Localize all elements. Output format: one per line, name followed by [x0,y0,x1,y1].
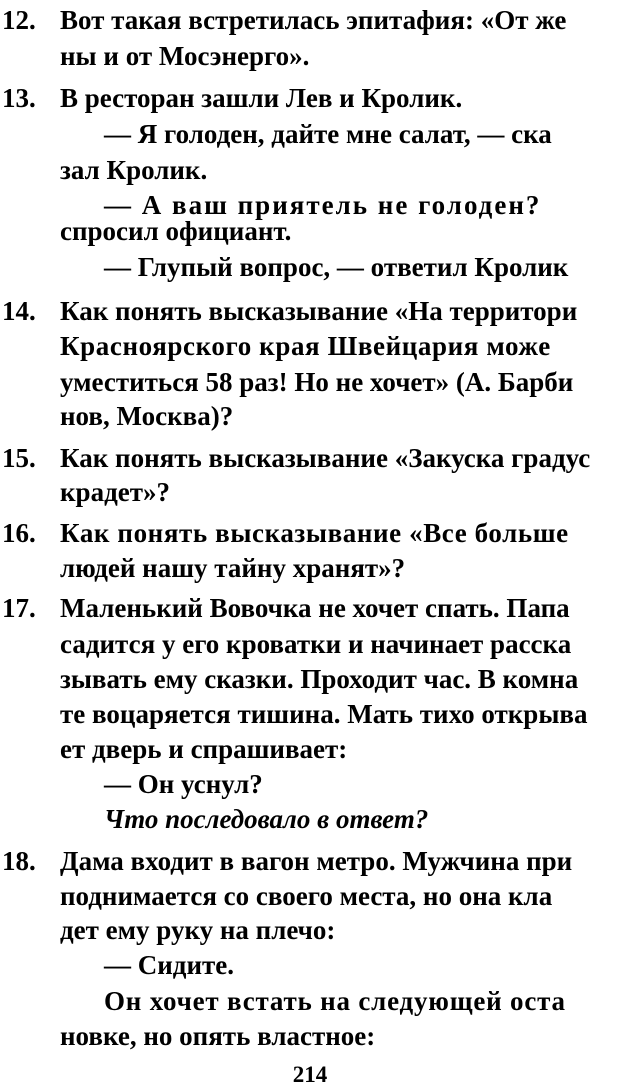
item-number: 17. [2,593,36,623]
item-17-line-6 [0,766,620,802]
text-line: Маленький Вовочка не хочет спать. Папа [60,593,570,623]
text-line: Дама входит в вагон метро. Мужчина при [60,846,573,876]
item-17-line-1 [0,590,620,626]
text-line: дет ему руку на плечо: [60,915,336,945]
item-18-line-2 [0,878,620,914]
text-line: спросил официант. [60,216,292,246]
item-17-line-2 [0,626,620,662]
dialogue-line: — А ваш приятель не голоден? [104,190,542,220]
dialogue-line: — Я голоден, дайте мне салат, — ска [104,119,552,149]
item-12-line-1 [0,2,620,38]
item-number: 16. [2,518,36,548]
text-line: Он хочет встать на следующей оста [104,986,566,1016]
item-18-line-6 [0,1018,620,1054]
item-14-line-2 [0,328,620,364]
text-line: Как понять высказывание «На территори [60,296,578,326]
item-18-line-1 [0,843,620,879]
item-13-line-6 [0,249,620,285]
text-line: зал Кролик. [60,155,208,185]
text-line: нов, Москва)? [60,401,234,431]
item-16-line-2 [0,550,620,586]
item-17-line-5 [0,731,620,767]
item-number: 18. [2,846,36,876]
item-13-line-3 [0,152,620,188]
item-number: 14. [2,296,36,326]
text-line: садится у его кроватки и начинает расска [60,629,572,659]
item-12-line-2 [0,38,620,74]
text-line: уместиться 58 раз! Но не хочет» (А. Барби [60,367,574,397]
text-line: зывать ему сказки. Проходит час. В комна [60,664,579,694]
item-14-line-4 [0,398,620,434]
item-number: 13. [2,83,36,113]
dialogue-line: — Он уснул? [104,769,263,799]
item-13-line-2 [0,116,620,152]
text-line: Как понять высказывание «Все больше [60,518,569,548]
text-line: поднимается со своего места, но она кла [60,881,553,911]
text-line: Как понять высказывание «Закуска градус [60,443,591,473]
text-line: Вот такая встретилась эпитафия: «От же [60,5,567,35]
page-number: 214 [292,1062,328,1087]
text-line: крадет»? [60,477,170,507]
item-16-line-1 [0,515,620,551]
text-line: ны и от Мосэнерго». [60,41,310,71]
text-line: ет дверь и спрашивает: [60,734,348,764]
item-18-line-5 [0,983,620,1019]
item-number: 12. [2,5,36,35]
item-number: 15. [2,443,36,473]
item-13-line-1 [0,80,620,116]
text-line: людей нашу тайну хранят»? [60,553,406,583]
item-17-line-4 [0,696,620,732]
item-15-line-1 [0,440,620,476]
item-18-line-4 [0,947,620,983]
text-line: те воцаряется тишина. Мать тихо открыва [60,699,588,729]
text-line: новке, но опять властное: [60,1021,376,1051]
item-14-line-3 [0,364,620,400]
item-14-line-1 [0,293,620,329]
item-17-line-3 [0,661,620,697]
item-18-line-3 [0,912,620,948]
dialogue-line: — Сидите. [104,950,235,980]
dialogue-line: — Глупый вопрос, — ответил Кролик [104,252,569,282]
item-17-line-7 [0,801,620,837]
text-line: В ресторан зашли Лев и Кролик. [60,83,463,113]
question-line: Что последовало в ответ? [104,804,429,834]
text-line: Красноярского края Швейцария може [60,331,551,361]
item-15-line-2 [0,474,620,510]
item-13-line-5 [0,213,620,249]
